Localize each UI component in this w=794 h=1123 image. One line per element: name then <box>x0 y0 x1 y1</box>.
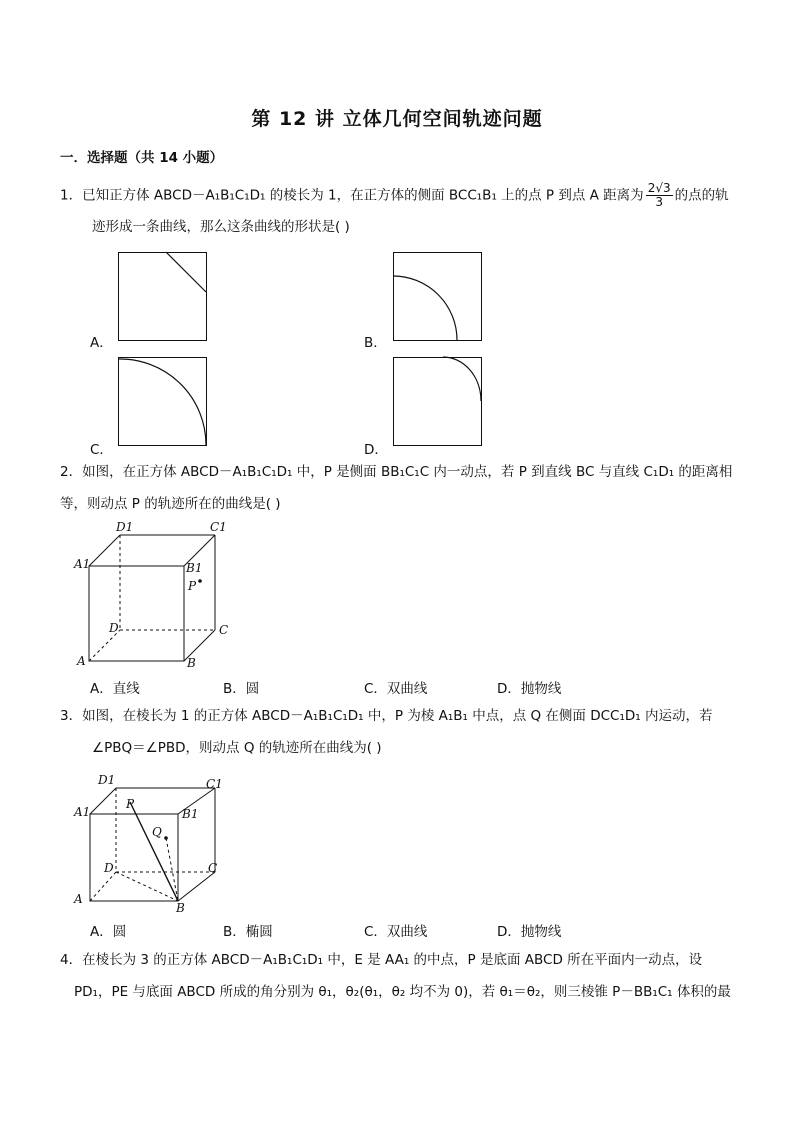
q3-label-b1: B1 <box>182 807 199 821</box>
q1-option-a-label[interactable]: A． <box>90 335 113 351</box>
q4-stem-line2: PD₁，PE 与底面 ABCD 所成的角分别为 θ₁，θ₂(θ₁，θ₂ 均不为 0)，若 θ₁＝θ₂，则三棱锥 P－BB₁C₁ 体积的最 <box>74 984 731 1000</box>
q3-point-q <box>164 836 168 840</box>
q2-option-a[interactable]: A．直线 <box>90 681 140 697</box>
q3-label-q: Q <box>152 825 162 839</box>
q2-label-c: C <box>219 623 229 637</box>
q1-b-arc <box>393 276 457 340</box>
q3-segment-qb <box>166 838 178 901</box>
q3-label-c: C <box>208 861 218 875</box>
q3-stem-line1: 3．如图，在棱长为 1 的正方体 ABCD－A₁B₁C₁D₁ 中，P 为棱 A₁B₁ 中点，点 Q 在侧面 DCC₁D₁ 内运动，若 <box>60 708 713 724</box>
q2-label-b: B <box>187 656 196 670</box>
q3-option-d[interactable]: D．抛物线 <box>497 924 562 940</box>
q2-label-p: P <box>188 579 197 593</box>
q3-label-a1: A1 <box>74 805 91 819</box>
q3-option-a[interactable]: A．圆 <box>90 924 127 940</box>
q3-front-face <box>90 814 178 901</box>
q1-stem-part1: 1．已知正方体 ABCD－A₁B₁C₁D₁ 的棱长为 1，在正方体的侧面 BCC₁B₁ 上的点 P 到点 A 距离为 <box>60 187 644 204</box>
q2-point-p <box>198 579 202 583</box>
q2-option-b[interactable]: B．圆 <box>223 681 260 697</box>
q1-option-b-figure <box>393 252 483 342</box>
q3-edge-bc <box>178 872 215 901</box>
q3-option-b[interactable]: B．椭圆 <box>223 924 273 940</box>
q2-option-d[interactable]: D．抛物线 <box>497 681 562 697</box>
q1-a-segment <box>166 252 206 292</box>
section-heading: 一．选择题（共 14 小题） <box>60 150 224 166</box>
q3-segment-pb <box>130 802 178 901</box>
q2-stem-line1: 2．如图，在正方体 ABCD－A₁B₁C₁D₁ 中，P 是侧面 BB₁C₁C 内一动点，若 P 到直线 BC 与直线 C₁D₁ 的距离相 <box>60 464 733 480</box>
q3-stem-line2: ∠PBQ＝∠PBD，则动点 Q 的轨迹所在曲线为( ) <box>92 740 382 756</box>
q1-fraction-numerator: 2√3 <box>647 181 671 195</box>
q1-stem-line1 <box>60 182 729 209</box>
q3-label-p: P <box>126 797 135 811</box>
q2-edge-a1d1 <box>89 535 120 566</box>
q1-option-b-label[interactable]: B． <box>364 335 387 351</box>
q1-option-d-label[interactable]: D． <box>364 442 388 458</box>
q1-fraction-denominator: 3 <box>655 195 663 209</box>
q2-label-d1: D1 <box>116 520 134 534</box>
q1-fraction <box>646 182 673 209</box>
q2-label-b1: B1 <box>186 561 203 575</box>
q3-label-b: B <box>176 901 185 915</box>
q1-c-arc <box>118 359 206 445</box>
q3-label-a: A <box>74 892 83 906</box>
q3-edge-ad <box>90 872 116 901</box>
q4-stem-line1: 4．在棱长为 3 的正方体 ABCD－A₁B₁C₁D₁ 中，E 是 AA₁ 的中点，P 是底面 ABCD 所在平面内一动点，设 <box>60 952 703 968</box>
q2-option-c[interactable]: C．双曲线 <box>364 681 428 697</box>
q1-option-a-figure <box>118 252 208 342</box>
q1-option-d-figure <box>393 357 483 447</box>
q3-label-d1: D1 <box>98 773 116 787</box>
q1-b-square <box>394 253 482 341</box>
q1-d-arc <box>443 357 481 401</box>
page-title: 第 12 讲 立体几何空间轨迹问题 <box>251 108 543 130</box>
q2-label-d: D <box>109 621 119 635</box>
q3-option-c[interactable]: C．双曲线 <box>364 924 428 940</box>
q3-label-c1: C1 <box>206 777 223 791</box>
q2-label-a1: A1 <box>74 557 91 571</box>
q3-label-d: D <box>104 861 114 875</box>
q1-option-c-label[interactable]: C． <box>90 442 113 458</box>
q1-d-square <box>394 358 482 446</box>
q3-segment-db <box>116 872 178 901</box>
q2-cube-figure <box>72 520 242 670</box>
q3-edge-a1d1 <box>90 788 116 814</box>
q1-option-c-figure <box>118 357 208 447</box>
q1-stem-part2: 的点的轨 <box>674 187 729 204</box>
q2-label-c1: C1 <box>210 520 227 534</box>
q3-cube-figure <box>70 770 230 915</box>
q2-stem-line2: 等，则动点 P 的轨迹所在的曲线是( ) <box>60 496 281 512</box>
q2-label-a: A <box>77 654 86 668</box>
q1-a-square <box>119 253 207 341</box>
q1-stem-line2: 迹形成一条曲线，那么这条曲线的形状是( ) <box>92 219 350 235</box>
